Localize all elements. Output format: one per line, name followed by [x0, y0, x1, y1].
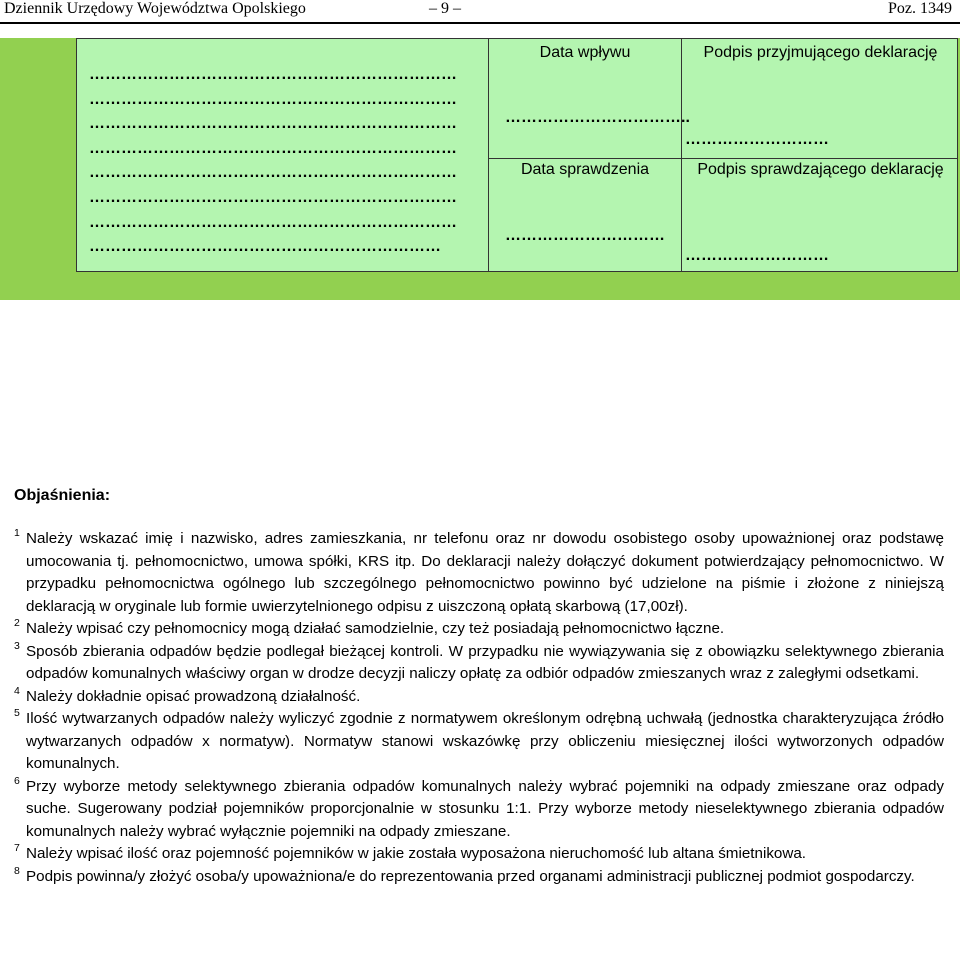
column-divider [681, 39, 682, 271]
journal-title: Dziennik Urzędowy Województwa Opolskiego [4, 0, 306, 17]
dotted-line: …………………………………………………………… [89, 90, 457, 108]
footnote-text: Ilość wytwarzanych odpadów należy wyliczyć zgodnie z normatywem określonym odrębną uchwałą (jednostka charakteryzująca źródło wytwarzanych odpadów x normatyw). Normatyw stanowi wskazówkę przy obliczeniu miesięcznej ilości wytworzonych odpadów komunalnych. [26, 710, 944, 772]
dotted-line: …………………………………………………………… [89, 188, 457, 206]
footnote-text: Przy wyborze metody selektywnego zbierania odpadów komunalnych należy wybrać pojemniki na odpady zmieszane oraz odpady suche. Sugerowany podział pojemników proporcjonalnie w stosunku 1:1. Przy wyborze metody nieselektywnego zbierania odpadów komunalnych należy wybrać wyłącznie pojemniki na odpady zmieszane. [26, 777, 944, 840]
footnote-1 [14, 528, 944, 618]
checked-date-field[interactable]: ………………………… [505, 227, 665, 244]
dotted-line: ………………………………………………………… [89, 238, 441, 256]
explanations-list [14, 528, 944, 888]
dotted-line: …………………………………………………………… [89, 164, 457, 182]
footnote-text: Należy dokładnie opisać prowadzoną działalność. [26, 687, 361, 705]
footnote-number: 3 [14, 639, 20, 652]
footnote-text: Należy wpisać ilość oraz pojemność pojemników w jakie została wyposażona nieruchomość lub altana śmietnikowa. [26, 845, 806, 862]
footnote-4 [14, 686, 944, 709]
page-header [0, 0, 960, 24]
footnote-6 [14, 776, 944, 844]
dotted-line: …………………………………………………………… [89, 139, 457, 157]
footnote-text: Należy wskazać imię i nazwisko, adres zamieszkania, nr telefonu oraz nr dowodu osobistego osoby upoważnionej oraz podstawę umocowania tj. pełnomocnictwo, umowa spółki, KRS itp. Do deklaracji należy dołączyć dokument potwierdzający pełnomocnictwo. W przypadku pełnomocnictwa ogólnego lub szczególnego pełnomocnictwo powinno być udzielone na piśmie i złożone z niniejszą deklaracją w oryginale lub formie uwierzytelnionego odpisu z uiszczoną opłatą skarbową (17,00zł). [26, 530, 944, 615]
received-date-field[interactable]: …………………………….. [505, 109, 690, 126]
footnote-number: 1 [14, 527, 20, 539]
receiver-signature-field[interactable]: ……………………… [685, 131, 829, 148]
page-number: – 9 – [429, 0, 461, 17]
footnote-2 [14, 618, 944, 641]
receiver-signature-label: Podpis przyjmującego deklarację [703, 44, 938, 61]
applicant-data-lines [89, 63, 481, 260]
footnote-7 [14, 843, 944, 866]
footnote-text: Sposób zbierania odpadów będzie podlegał bieżącej kontroli. W przypadku nie wywiązywania się z obowiązku selektywnego zbierania odpadów komunalnych właściwy organ w drodze decyzji naliczy opłatę za odbiór odpadów zmieszanych wraz z zaległymi odsetkami. [26, 642, 944, 682]
footnote-number: 6 [14, 774, 20, 787]
footnote-8 [14, 866, 944, 889]
footnote-number: 2 [14, 617, 20, 629]
position-number: Poz. 1349 [888, 0, 952, 17]
checker-signature-field[interactable]: ……………………… [685, 247, 829, 264]
dotted-line: …………………………………………………………… [89, 213, 457, 231]
declaration-receipt-box [76, 38, 958, 272]
explanations-heading: Objaśnienia: [14, 487, 111, 504]
footnote-number: 5 [14, 707, 20, 719]
footnote-number: 8 [14, 864, 20, 877]
footnote-number: 4 [14, 684, 20, 697]
dotted-line: …………………………………………………………… [89, 66, 457, 83]
checker-signature-label: Podpis sprawdzającego deklarację [697, 161, 944, 178]
footnote-5 [14, 708, 944, 776]
column-divider [488, 39, 489, 271]
footnote-number: 7 [14, 842, 20, 854]
dotted-line: …………………………………………………………… [89, 115, 457, 133]
footnote-3 [14, 641, 944, 686]
checked-date-label: Data sprawdzenia [520, 161, 650, 178]
received-date-label: Data wpływu [539, 44, 631, 61]
footnote-text: Należy wpisać czy pełnomocnicy mogą działać samodzielnie, czy też posiadają pełnomocnictwo łączne. [26, 620, 725, 637]
footnote-text: Podpis powinna/y złożyć osoba/y upoważniona/e do reprezentowania przed organami administracji publicznej podmiot gospodarczy. [26, 867, 915, 885]
